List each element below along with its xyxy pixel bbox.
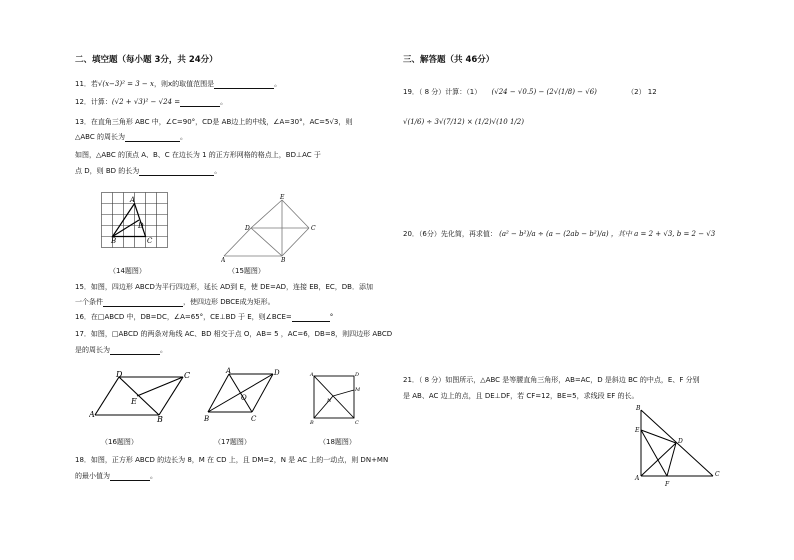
question-16: 16．在□ABCD 中，DB=DC，∠A=65°，CE⊥BD 于 E，则∠BCE= °	[75, 313, 334, 321]
caption-14: （14题图）	[109, 267, 146, 275]
caption-16: （16题图）	[101, 438, 138, 446]
q12-answer-blank[interactable]	[180, 99, 220, 107]
q11-answer-blank[interactable]	[214, 81, 274, 89]
question-13-line2: △ABC 的周长为 。	[75, 133, 187, 141]
fig16-label-e: E	[131, 397, 137, 406]
question-17-line2: 是的周长为 。	[75, 346, 167, 354]
question-18-line2: 的最小值为 。	[75, 472, 157, 480]
question-20: 20．（6分）先化简，再求值： (a² − b²)/a ÷ (a − (2ab − b²)/a) ，其中 a = 2 + √3, b = 2 − √3	[403, 230, 716, 238]
fig21-label-c: C	[715, 471, 720, 478]
q19-expression-2: √(1/6) ÷ 3√(7/12) × (1/2)√(10 1/2)	[403, 118, 524, 126]
fig21-label-d: D	[678, 438, 683, 445]
fill-in-section-title: 二、填空题（每小题 3分，共 24分）	[75, 55, 218, 65]
question-21-line1: 21．（ 8 分）如图所示，△ABC 是等腰直角三角形，AB=AC，D 是斜边 BC 的中点，E、F 分别	[403, 376, 700, 384]
fig16-label-d: D	[116, 370, 123, 379]
question-15-line1: 15．如图，四边形 ABCD为平行四边形，延长 AD到 E，使 DE=AD，连接 EB，EC，DB．添加	[75, 283, 373, 291]
fig21-label-a: A	[635, 475, 640, 482]
fig18-label-n: N	[327, 398, 332, 404]
fig17-label-a: A	[226, 367, 232, 375]
question-15-line2: 一个条件 ，使四边形 DBCE成为矩形。	[75, 298, 275, 306]
question-17-line1: 17．如图，□ABCD 的两条对角线 AC、BD 相交于点 O，AB= 5 ，AC=6，DB=8，则四边形 ABCD	[75, 330, 393, 338]
q12-expression: (√2 + √3)² − √24 =	[111, 98, 181, 106]
question-19-line1: 19．（ 8 分）计算：（1） (√24 − √0.5) − (2√(1/8) − √6) （2） 12	[403, 88, 657, 96]
fig16-label-b: B	[157, 415, 163, 422]
question-14-line1: 如图，△ABC 的顶点 A、B、C 在边长为 1 的正方形网格的格点上，BD⊥AC 于	[75, 151, 321, 159]
caption-18: （18题图）	[319, 438, 356, 446]
figure-17	[203, 366, 283, 422]
fig15-label-d: D	[245, 225, 250, 232]
solution-section-title: 三、解答题（共 46分）	[403, 55, 495, 65]
question-13-line1: 13．在直角三角形 ABC 中，∠C=90°，CD是 AB边上的中线，∠A=30°，AC=5√3，则	[75, 118, 353, 126]
q14-answer-blank[interactable]	[139, 168, 214, 176]
fig14-label-b: B	[111, 237, 117, 245]
figure-14-grid	[101, 192, 173, 258]
fig15-label-b: B	[281, 257, 286, 262]
fig14-label-d: D	[138, 222, 144, 230]
q18-answer-blank[interactable]	[110, 473, 150, 481]
caption-15: （15题图）	[228, 267, 265, 275]
fig17-label-b: B	[204, 415, 210, 422]
fig21-label-e: E	[635, 427, 640, 434]
caption-17: （17题图）	[214, 438, 251, 446]
fig18-label-b: B	[310, 420, 314, 426]
fig21-label-f: F	[665, 481, 670, 488]
figure-15	[221, 192, 325, 262]
question-18-line1: 18．如图，正方形 ABCD 的边长为 8，M 在 CD 上，且 DM=2，N 是 AC 上的一动点，则 DN+MN	[75, 456, 389, 464]
q20-expression: (a² − b²)/a ÷ (a − (2ab − b²)/a)	[499, 230, 609, 238]
fig18-label-c: C	[355, 420, 359, 426]
question-19-line2	[403, 118, 524, 127]
fig14-label-a: A	[130, 196, 136, 204]
question-11: 11．若√(x−3)² = 3 − x，则x的取值范围是 。	[75, 80, 282, 88]
fig21-label-b: B	[636, 405, 641, 412]
fig15-label-c: C	[311, 225, 316, 232]
fig17-label-o: O	[241, 394, 247, 402]
q19-expression-1: (√24 − √0.5) − (2√(1/8) − √6)	[491, 88, 597, 96]
fig15-label-a: A	[221, 257, 226, 262]
fig15-label-e: E	[280, 194, 285, 201]
question-21-line2: 是 AB、AC 边上的点，且 DE⊥DF，若 CF=12，BE=5，求线段 EF 的长。	[403, 392, 639, 400]
figure-18	[308, 370, 360, 426]
question-12: 12．计算：(√2 + √3)² − √24 = 。	[75, 98, 228, 106]
fig17-label-c: C	[251, 415, 257, 422]
question-14-line2: 点 D，则 BD 的长为 。	[75, 167, 222, 175]
q13-answer-blank[interactable]	[125, 134, 180, 142]
fig18-label-d: D	[355, 372, 360, 378]
fig16-label-c: C	[184, 371, 191, 380]
figure-21	[629, 402, 727, 492]
q20-condition: ，其中 a = 2 + √3, b = 2 − √3	[610, 230, 716, 238]
fig17-label-d: D	[274, 369, 280, 377]
q16-answer-blank[interactable]	[292, 314, 330, 322]
fig18-label-a: A	[310, 372, 314, 378]
fig18-label-m: M	[355, 387, 360, 393]
q17-answer-blank[interactable]	[110, 347, 160, 355]
figure-16	[89, 370, 197, 422]
q15-answer-blank[interactable]	[103, 299, 183, 307]
fig14-label-c: C	[147, 237, 153, 245]
q11-expression: √(x−3)² = 3 − x	[97, 80, 154, 88]
fig16-label-a: A	[89, 410, 95, 419]
